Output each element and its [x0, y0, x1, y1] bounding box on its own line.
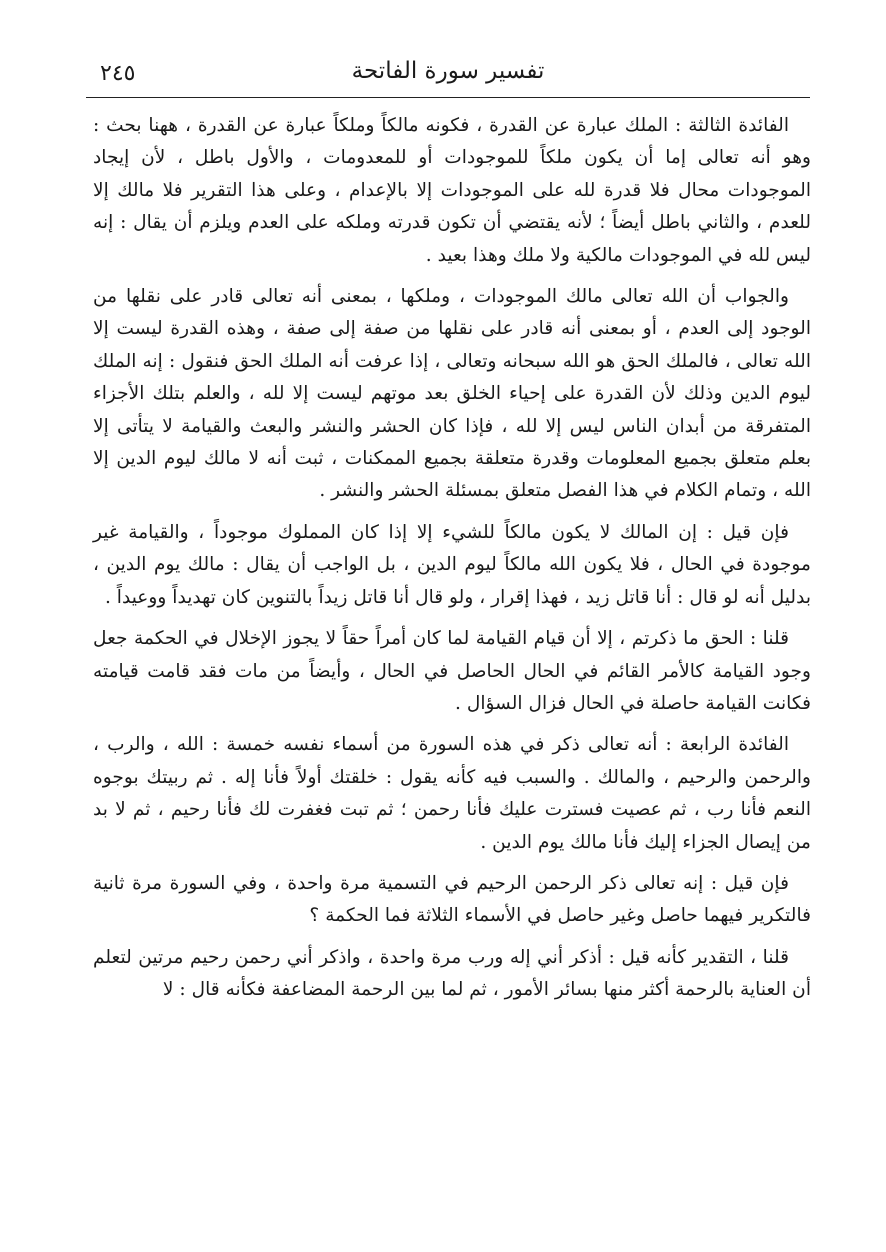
header-divider	[86, 97, 810, 98]
paragraph-second-objection: فإن قيل : إنه تعالى ذكر الرحمن الرحيم في التسمية مرة واحدة ، وفي السورة مرة ثانية فالتكرير فيهما حاصل وغير حاصل في الأسماء الثلاثة فما الحكمة ؟	[93, 872, 811, 927]
running-title: تفسير سورة الفاتحة	[351, 58, 545, 84]
paragraph-second-reply: قلنا ، التقدير كأنه قيل : أذكر أني إله ورب مرة واحدة ، واذكر أني رحمن رحيم مرتين لتعلم أن العناية بالرحمة أكثر منها بسائر الأمور ، ثم لما بين الرحمة المضاعفة فكأنه قال : لا	[93, 946, 811, 1001]
paragraph-reply: قلنا : الحق ما ذكرتم ، إلا أن قيام القيامة لما كان أمراً حقاً لا يجوز الإخلال في الحكمة جعل وجود القيامة كالأمر القائم في الحال الحاصل في الحال ، وأيضاً من مات فقد قامت قيامته فكانت القيامة حاصلة في الحال فزال السؤال .	[93, 628, 811, 714]
paragraph-objection: فإن قيل : إن المالك لا يكون مالكاً للشيء إلا إذا كان المملوك موجوداً ، والقيامة غير موجودة في الحال ، فلا يكون الله مالكاً ليوم الدين ، بل الواجب أن يقال : مالك يوم الدين ، بدليل أنه لو قال : أنا قاتل زيد ، فهذا إقرار ، ولو قال أنا قاتل زيداً بالتنوين كان تهديداً ووعيداً .	[93, 521, 811, 608]
running-header	[86, 48, 810, 100]
paragraph-answer: والجواب أن الله تعالى مالك الموجودات ، وملكها ، بمعنى أنه تعالى قادر على نقلها من الوجود إلى العدم ، أو بمعنى أنه قادر على نقلها من صفة إلى صفة ، وهذه القدرة ليست إلا الله تعالى ، فالملك الحق هو الله سبحانه وتعالى ، إذا عرفت أنه الملك الحق فنقول : إنه الملك ليوم الدين وذلك لأن القدرة على إحياء الخلق بعد موتهم ليست إلا لله ، والعلم بتلك الأجزاء المتفرقة من أبدان الناس ليس إلا لله ، فإذا كان الحشر والنشر والبعث والقيامة لا يتأتى إلا بعلم متعلق بجميع المعلومات وقدرة متعلقة بجميع الممكنات ، ثبت أنه لا مالك ليوم الدين إلا الله ، وتمام الكلام في هذا الفصل متعلق بمسئلة الحشر والنشر .	[93, 286, 811, 502]
body-text	[93, 110, 811, 1007]
paragraph-fourth-benefit: الفائدة الرابعة : أنه تعالى ذكر في هذه السورة من أسماء نفسه خمسة : الله ، والرب ، والرحمن والرحيم ، والمالك . والسبب فيه كأنه يقول : خلقتك أولاً فأنا إله . ثم ربيتك بوجوه النعم فأنا رب ، ثم عصيت فسترت عليك فأنا رحمن ؛ ثم تبت فغفرت لك فأنا رحيم ، ثم لا بد من إيصال الجزاء إليك فأنا مالك يوم الدين .	[93, 734, 811, 853]
page-number: ٢٤٥	[100, 61, 136, 86]
paragraph-third-benefit: الفائدة الثالثة : الملك عبارة عن القدرة ، فكونه مالكاً وملكاً عبارة عن القدرة ، ههنا بحث : وهو أنه تعالى إما أن يكون ملكاً للموجودات أو للمعدومات ، والأول باطل ، لأن إيجاد الموجودات محال فلا قدرة لله على الموجودات إلا بالإعدام ، وعلى هذا التقرير فلا مالك إلا للعدم ، والثاني باطل أيضاً ؛ لأنه يقتضي أن تكون قدرته وملكه على العدم ويلزم أن يقال : إنه ليس لله في الموجودات مالكية ولا ملك وهذا بعيد .	[93, 115, 811, 266]
